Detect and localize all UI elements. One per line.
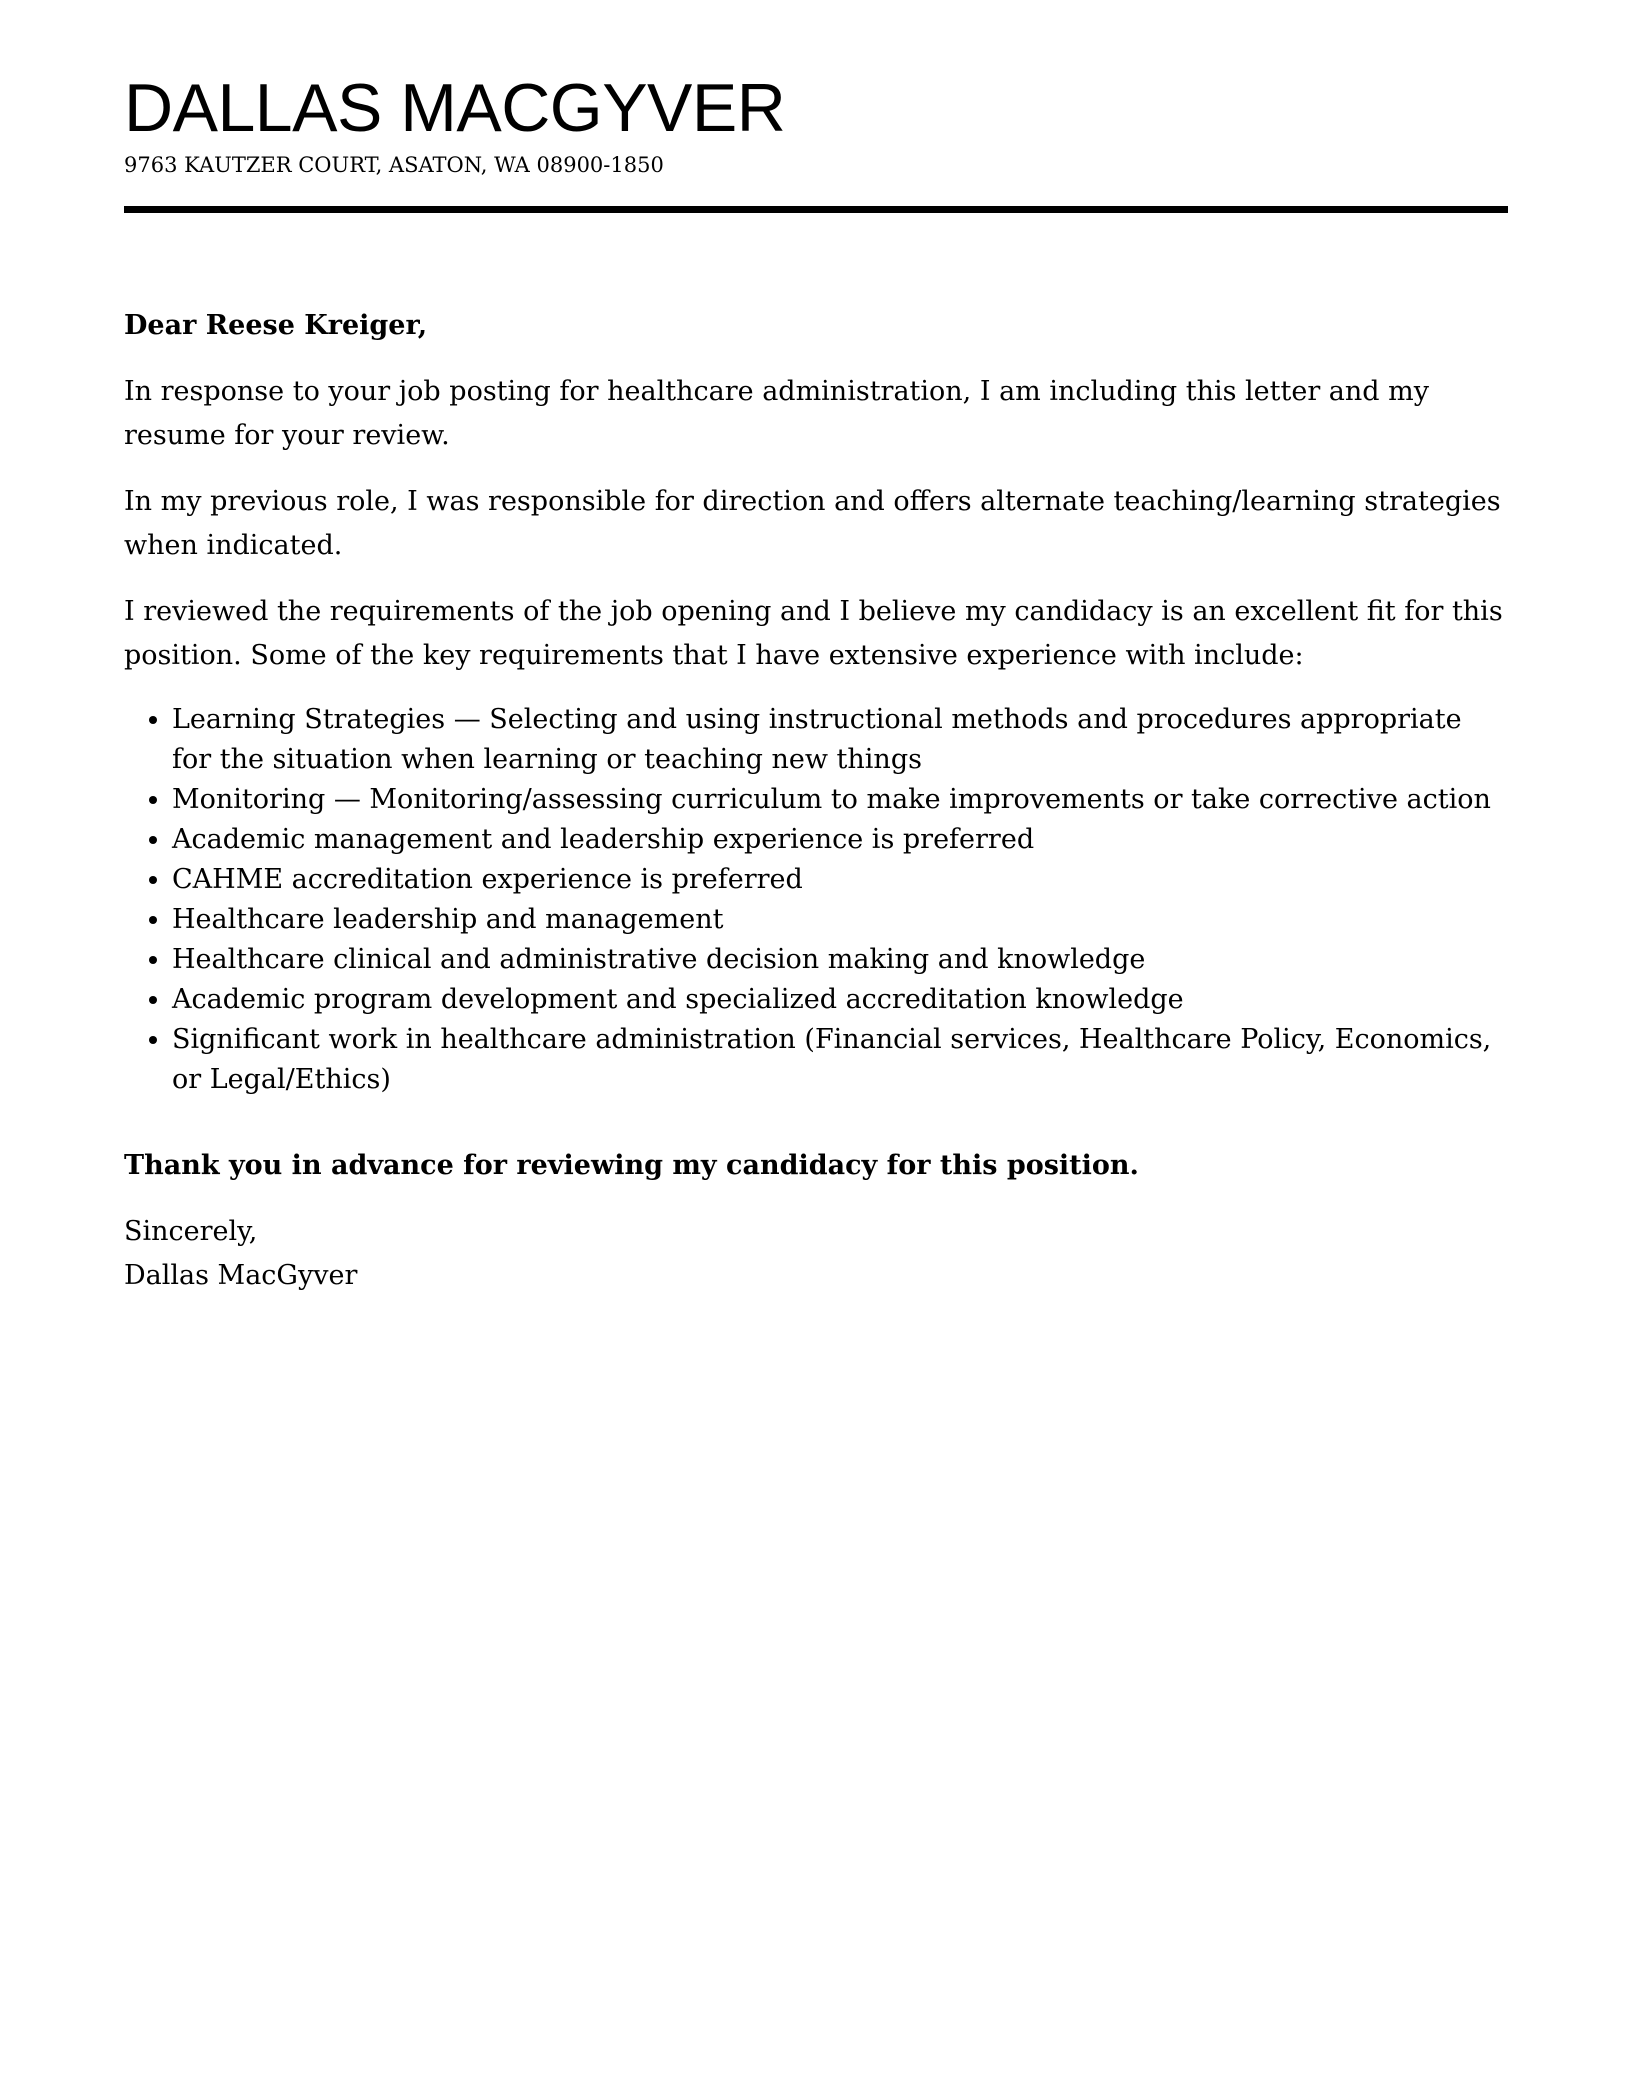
letter-body bbox=[124, 304, 1508, 1298]
closing: Sincerely, bbox=[124, 1216, 258, 1247]
applicant-name: DALLAS MACGYVER bbox=[124, 70, 786, 146]
list-item: • Healthcare leadership and management bbox=[172, 900, 1508, 940]
applicant-address: 9763 KAUTZER COURT, ASATON, WA 08900-1850 bbox=[124, 153, 664, 177]
list-item: • Learning Strategies — Selecting and using instructional methods and procedures appropriate for the situation when learning or teaching new things bbox=[172, 700, 1508, 780]
requirements-list bbox=[124, 700, 1508, 1100]
paragraph-previous-role: In my previous role, I was responsible for direction and offers alternate teaching/learning strategies when indicated. bbox=[124, 486, 1501, 561]
list-item: • Monitoring — Monitoring/assessing curriculum to make improvements or take corrective action bbox=[172, 780, 1508, 820]
signature: Dallas MacGyver bbox=[124, 1260, 358, 1291]
paragraph-requirements-intro: I reviewed the requirements of the job opening and I believe my candidacy is an excellent fit for this position. Some of the key requirements that I have extensive experience with include: bbox=[124, 596, 1503, 671]
list-item: • CAHME accreditation experience is preferred bbox=[172, 860, 1508, 900]
list-item: • Academic program development and specialized accreditation knowledge bbox=[172, 980, 1508, 1020]
header-divider bbox=[124, 206, 1508, 213]
list-item: • Healthcare clinical and administrative decision making and knowledge bbox=[172, 940, 1508, 980]
list-item: • Academic management and leadership experience is preferred bbox=[172, 820, 1508, 860]
thank-you-line: Thank you in advance for reviewing my candidacy for this position. bbox=[124, 1150, 1139, 1181]
salutation: Dear Reese Kreiger, bbox=[124, 310, 428, 341]
paragraph-intro: In response to your job posting for healthcare administration, I am including this letter and my resume for your review. bbox=[124, 376, 1430, 451]
list-item: • Significant work in healthcare administration (Financial services, Healthcare Policy, Economics, or Legal/Ethics) bbox=[172, 1020, 1508, 1100]
